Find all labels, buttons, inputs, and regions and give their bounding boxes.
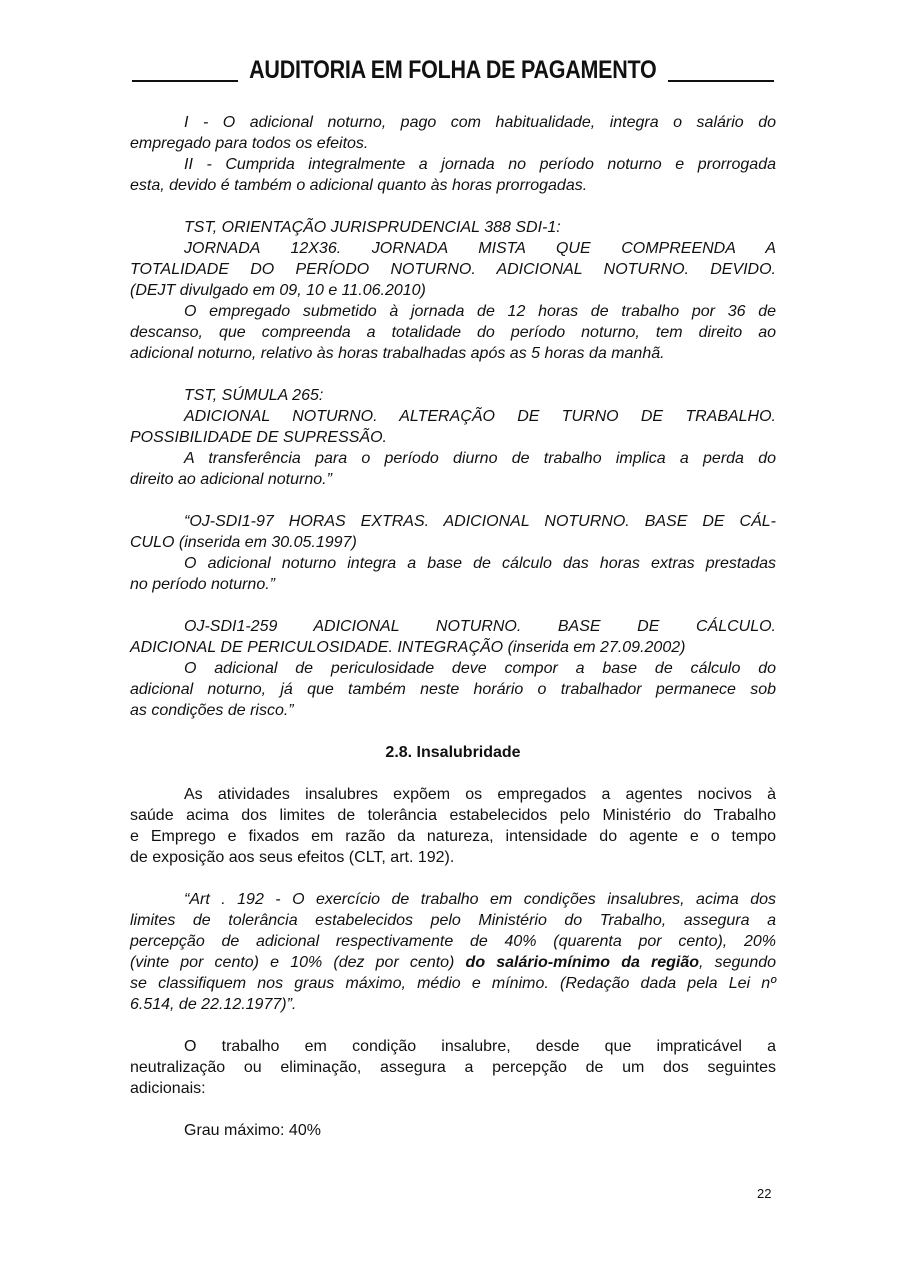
quoted-paragraph (130, 511, 776, 553)
quoted-paragraph (130, 889, 776, 1015)
text-line: II - Cumprida integralmente a jornada no período noturno e prorrogada (184, 156, 776, 173)
text-line: empregado para todos os efeitos. (130, 135, 369, 152)
text-line: CULO (inserida em 30.05.1997) (130, 534, 357, 551)
text-line: As atividades insalubres expõem os empregados a agentes nocivos à (184, 786, 776, 803)
quoted-paragraph (130, 616, 776, 658)
text-block (130, 889, 776, 1015)
bold-text: do salário-mínimo da região (465, 954, 700, 971)
text-line: esta, devido é também o adicional quanto às horas prorrogadas. (130, 177, 588, 194)
text-line: O trabalho em condição insalubre, desde que impraticável a (184, 1038, 776, 1055)
text-block (130, 1036, 776, 1099)
text-line: “Art . 192 - O exercício de trabalho em condições insalubres, acima dos (184, 891, 776, 908)
text-line: Grau máximo: 40% (184, 1122, 321, 1139)
text-line: POSSIBILIDADE DE SUPRESSÃO. (130, 429, 387, 446)
quoted-paragraph (130, 448, 776, 490)
text-segment: , segundo (699, 954, 777, 971)
text-block (130, 616, 776, 721)
text-line: TST, ORIENTAÇÃO JURISPRUDENCIAL 388 SDI-1: (184, 219, 561, 236)
text-line: direito ao adicional noturno.” (130, 471, 332, 488)
text-line: A transferência para o período diurno de trabalho implica a perda do (184, 450, 776, 467)
text-line: neutralização ou eliminação, assegura a percepção de um dos seguintes (130, 1059, 776, 1076)
quoted-paragraph (130, 301, 776, 364)
header-title: AUDITORIA EM FOLHA DE PAGAMENTO (249, 56, 657, 84)
paragraph (130, 784, 776, 868)
text-block (130, 385, 776, 490)
text-line: limites de tolerância estabelecidos pelo Ministério do Trabalho, assegura a (130, 912, 776, 929)
text-line: (DEJT divulgado em 09, 10 e 11.06.2010) (130, 282, 426, 299)
text-line: adicional noturno, já que também neste horário o trabalhador permanece sob (130, 681, 776, 698)
quoted-paragraph (130, 112, 776, 154)
quoted-paragraph (130, 553, 776, 595)
text-line: OJ-SDI1-259 ADICIONAL NOTURNO. BASE DE CÁLCULO. (184, 618, 776, 635)
text-line: saúde acima dos limites de tolerância estabelecidos pelo Ministério do Trabalho (130, 807, 776, 824)
text-line: I - O adicional noturno, pago com habitualidade, integra o salário do (184, 114, 776, 131)
text-line: O empregado submetido à jornada de 12 horas de trabalho por 36 de (184, 303, 776, 320)
document-body (130, 112, 776, 1162)
quoted-paragraph (130, 217, 776, 238)
text-line: e Emprego e fixados em razão da natureza, intensidade do agente e o tempo (130, 828, 776, 845)
text-line: “OJ-SDI1-97 HORAS EXTRAS. ADICIONAL NOTURNO. BASE DE CÁL- (184, 513, 776, 530)
text-line: ADICIONAL DE PERICULOSIDADE. INTEGRAÇÃO (inserida em 27.09.2002) (130, 639, 686, 656)
text-line: TOTALIDADE DO PERÍODO NOTURNO. ADICIONAL NOTURNO. DEVIDO. (130, 261, 776, 278)
text-line: descanso, que compreenda a totalidade do período noturno, tem direito ao (130, 324, 776, 341)
text-line: adicional noturno, relativo às horas trabalhadas após as 5 horas da manhã. (130, 345, 665, 362)
page-number: 22 (757, 1186, 772, 1201)
text-segment: (vinte por cento) e 10% (dez por cento) (130, 954, 466, 971)
text-line: de exposição aos seus efeitos (CLT, art. 192). (130, 849, 455, 866)
header-rule-left (132, 80, 238, 82)
text-block (130, 112, 776, 196)
text-line: TST, SÚMULA 265: (184, 387, 324, 404)
quoted-paragraph (130, 406, 776, 448)
text-line: O adicional noturno integra a base de cálculo das horas extras prestadas (184, 555, 776, 572)
text-line: se classifiquem nos graus máximo, médio e mínimo. (Redação dada pela Lei nº (130, 975, 776, 992)
quoted-paragraph (130, 385, 776, 406)
text-block (130, 1120, 776, 1141)
text-line (130, 952, 776, 973)
header-rule-right (668, 80, 774, 82)
page-header (132, 55, 774, 85)
paragraph (130, 1036, 776, 1099)
paragraph (130, 1120, 776, 1141)
text-line: no período noturno.” (130, 576, 275, 593)
text-line: as condições de risco.” (130, 702, 294, 719)
section-heading: 2.8. Insalubridade (385, 744, 521, 761)
text-block (130, 784, 776, 868)
text-line: adicionais: (130, 1080, 206, 1097)
quoted-paragraph (130, 658, 776, 721)
text-block (130, 511, 776, 595)
text-line: percepção de adicional respectivamente de 40% (quarenta por cento), 20% (130, 933, 776, 950)
text-line: ADICIONAL NOTURNO. ALTERAÇÃO DE TURNO DE TRABALHO. (184, 408, 776, 425)
text-line: 6.514, de 22.12.1977)”. (130, 996, 297, 1013)
quoted-paragraph (130, 238, 776, 301)
text-line: O adicional de periculosidade deve compor a base de cálculo do (184, 660, 776, 677)
text-line: JORNADA 12X36. JORNADA MISTA QUE COMPREENDA A (184, 240, 776, 257)
quoted-paragraph (130, 154, 776, 196)
text-block (130, 217, 776, 364)
